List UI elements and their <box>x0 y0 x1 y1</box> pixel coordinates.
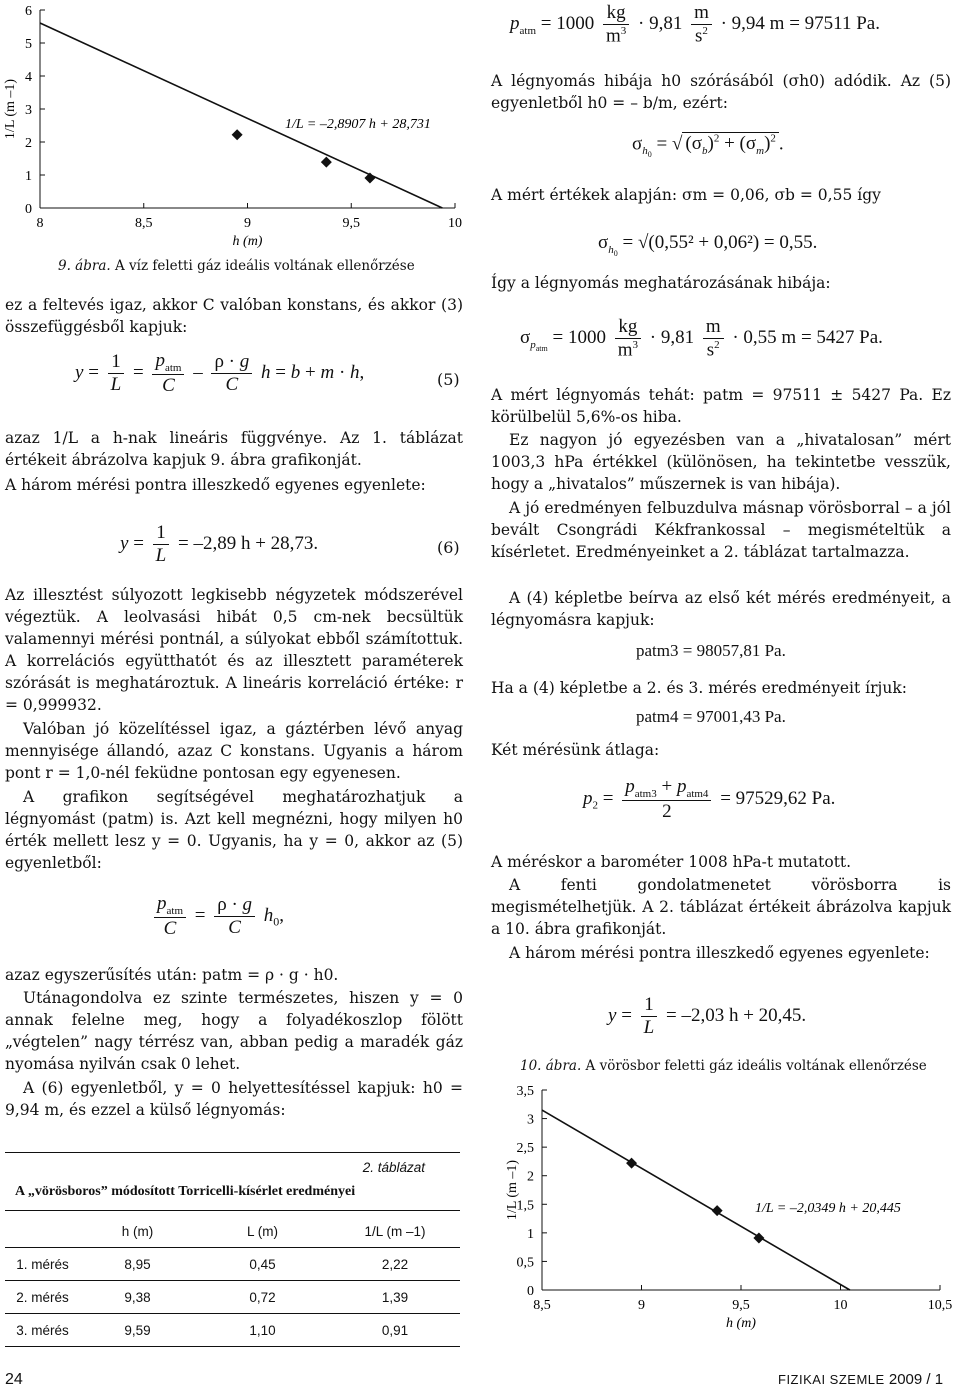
x-tick-label: 10,5 <box>927 1298 953 1313</box>
journal-name: FIZIKAI SZEMLE <box>778 1372 885 1387</box>
equation-5-number: (5) <box>437 370 460 389</box>
right-paragraph-8: Ha a (4) képletbe a 2. és 3. mérés eredményeit írjuk: <box>491 679 907 697</box>
figure-9-caption-text: A víz feletti gáz ideális voltának ellenőrzése <box>114 258 415 274</box>
figure-9-caption-number: 9. ábra. <box>58 258 111 274</box>
x-tick-label: 8,5 <box>135 216 153 231</box>
right-paragraph-4: A mért légnyomás tehát: patm = 97511 ± 5427 Pa. Ez körülbelül 5,6%-os hiba. <box>491 386 951 426</box>
figure-9-chart <box>0 0 470 280</box>
table-cell: 1,39 <box>381 1289 409 1305</box>
table-cell: 1. mérés <box>16 1256 69 1272</box>
fit-equation-annotation: 1/L = –2,8907 h + 28,731 <box>285 117 431 132</box>
y-tick-label: 5 <box>25 37 32 52</box>
y-tick-label: 3 <box>25 103 32 118</box>
equation-average: $p_2$ = $\frac{p_{atm3} + p_{atm4}}{2}$ = 97529,62 Pa. <box>583 776 836 822</box>
table-row <box>5 1248 460 1281</box>
right-paragraph-9: Két mérésünk átlaga: <box>491 741 660 759</box>
table-2-header-row <box>5 1215 460 1248</box>
y-axis-label: 1/L (m –1) <box>505 1159 520 1221</box>
x-tick-label: 9 <box>244 216 251 231</box>
y-tick-label: 0 <box>527 1284 534 1299</box>
right-paragraph-2: A mért értékek alapján: σm = 0,06, σb = 0,55 így <box>491 186 881 204</box>
table-2-rule <box>5 1210 460 1211</box>
table-cell: 1,10 <box>249 1322 276 1338</box>
equation-6: y = $\frac{1}{L}$ = –2,89 h + 28,73. <box>120 522 319 566</box>
table-cell: 0,72 <box>249 1289 276 1305</box>
y-tick-label: 2 <box>527 1169 534 1185</box>
fit-line <box>40 23 442 208</box>
equation-sigma-value: $\sigma_{h_0} = √(0,55^2 + 0,06^2) = 0,55$. <box>598 232 818 258</box>
right-paragraph-12: A három mérési pontra illeszkedő egyenes egyenlete: <box>509 944 930 962</box>
right-paragraph-1: A légnyomás hibája h0 szórásából (σh0) adódik. Az (5) egyenletből h0 = – b/m, ezért: <box>491 72 951 112</box>
table-cell: 9,59 <box>124 1322 151 1338</box>
left-paragraph-5: Valóban jó közelítéssel igaz, a gáztérben lévő anyag mennyisége állandó, azaz C konstans. Ugyanis a három pont r = 1,0-nél feküdne pontosan egy egyenesen. <box>5 720 463 782</box>
table-cell: 2. mérés <box>16 1289 69 1305</box>
y-tick-label: 3,5 <box>516 1084 534 1099</box>
y-axis-label: 1/L (m –1) <box>3 78 18 140</box>
table-header-cell <box>5 1215 80 1248</box>
left-paragraph-8: Utánagondolva ez szinte természetes, hiszen y = 0 annak felelne meg, hogy a folyadékoszlop fölött „végtelen” nagy térrész van, abban pedig a maradék gáz nyomása nyilván csak 0 lehet. <box>5 989 463 1073</box>
x-tick-label: 8,5 <box>533 1298 551 1313</box>
table-header-cell: 1/L (m –1) <box>364 1223 426 1239</box>
journal-footer <box>778 1371 943 1388</box>
x-tick-label: 10 <box>448 216 462 231</box>
page-number: 24 <box>5 1371 23 1388</box>
figure-9-caption <box>58 258 415 274</box>
table-header-cell: h (m) <box>121 1223 154 1239</box>
left-paragraph-9: A (6) egyenletből, y = 0 helyettesítéssel kapjuk: h0 = 9,94 m, és ezzel a külső légnyomás: <box>5 1079 463 1119</box>
equation-6-text: = –2,89 h + 28,73. <box>177 532 319 554</box>
x-axis-label: h (m) <box>726 1316 756 1331</box>
equation-patm3: patm3 = 98057,81 Pa. <box>636 641 786 660</box>
table-2-frame <box>5 1152 460 1153</box>
x-tick-label: 9,5 <box>732 1298 750 1313</box>
left-paragraph-3: A három mérési pontra illeszkedő egyenes egyenlete: <box>5 476 426 494</box>
table-2 <box>5 1215 460 1347</box>
x-tick-label: 9,5 <box>342 216 360 231</box>
left-paragraph-7: azaz egyszerűsítés után: patm = ρ · g · h0. <box>5 966 339 984</box>
left-paragraph-4: Az illesztést súlyozott legkisebb négyzetek módszerével végeztük. A leolvasási hibát 0,5 cm-nek becsültük valamennyi mérési pontnál, a súlyokat ebből számítottuk. A korrelációs együtthatót és az illesztett paraméterek szórását is meghatároztuk. A lineáris korreláció értéke: r = 0,999932. <box>5 586 463 714</box>
x-tick-label: 10 <box>833 1298 848 1313</box>
y-tick-label: 0 <box>25 202 32 217</box>
data-point <box>321 157 332 168</box>
equation-fit-10-text: = –2,03 h + 20,45. <box>665 1004 807 1026</box>
table-cell: 0,45 <box>249 1256 276 1272</box>
right-paragraph-10: A méréskor a barométer 1008 hPa-t mutatott. <box>491 853 852 871</box>
right-paragraph-3: Így a légnyomás meghatározásának hibája: <box>491 274 831 292</box>
y-tick-label: 1 <box>527 1226 534 1242</box>
y-tick-label: 1 <box>25 169 32 184</box>
right-paragraph-11: A fenti gondolatmenetet vörösborra is megismételhetjük. A 2. táblázat értékeit ábrázolva kapjuk a 10. ábra grafikonját. <box>491 876 951 938</box>
right-paragraph-5: Ez nagyon jó egyezésben van a „hivatalosan” mért 1003,3 hPa értékkel (különösen, ha tekintetbe vesszük, hogy a „hivatalos” műszernek is van hibája). <box>491 431 951 493</box>
y-tick-label: 1,5 <box>516 1198 534 1214</box>
left-paragraph-6: A grafikon segítségével meghatározhatjuk a légnyomást (patm) is. Azt kell megnézni, hogy milyen h0 érték mellett lesz y = 0. Ugyanis, ha y = 0, akkor az (5) egyenletből: <box>5 788 463 872</box>
table-cell: 3. mérés <box>16 1322 69 1338</box>
x-axis-label: h (m) <box>232 234 263 249</box>
y-tick-label: 0,5 <box>516 1255 534 1271</box>
equation-patm: $p_{atm} = 1000$ $\frac{kg}{m^3}$ · 9,81 $\frac{m}{s^2}$ · 9,94 m = 97511 Pa. <box>510 2 880 47</box>
left-paragraph-1: ez a feltevés igaz, akkor C valóban konstans, és akkor (3) összefüggésből kapjuk: <box>5 296 463 336</box>
equation-6-number: (6) <box>437 538 460 557</box>
figure-10-caption-text: A vörösbor feletti gáz ideális voltának ellenőrzése <box>585 1058 927 1074</box>
equation-sigma-value-text: = √(0,55² + 0,06²) = 0,55. <box>622 232 818 253</box>
table-2-title: A „vörösboros” módosított Torricelli-kísérlet eredményei <box>15 1184 356 1199</box>
equation-average-text: = 97529,62 Pa. <box>720 787 836 809</box>
table-header-cell: L (m) <box>247 1223 278 1239</box>
y-tick-label: 2,5 <box>516 1141 534 1157</box>
equation-sigma-h0: $\sigma_{h_0}$ = √ $(\sigma_b)^2 + (\sigma_m)^2$ . <box>632 133 784 160</box>
equation-patm4: patm4 = 97001,43 Pa. <box>636 707 786 726</box>
figure-10-chart <box>470 1070 960 1345</box>
x-tick-label: 9 <box>638 1298 645 1313</box>
right-paragraph-7: A (4) képletbe beírva az első két mérés eredményeit, a légnyomásra kapjuk: <box>491 589 951 629</box>
journal-issue: 2009 / 1 <box>888 1371 944 1388</box>
data-point <box>232 129 243 140</box>
equation-h0: $\frac{p_{atm}}{C}$ = $\frac{\rho \cdot g}{C}$ $h_0$, <box>150 893 284 940</box>
equation-5: y = $\frac{1}{L}$ = $\frac{p_{atm}}{C}$ – $\frac{\rho \cdot g}{C}$ h = b + m · h, <box>75 350 365 396</box>
data-point <box>364 172 375 183</box>
table-cell: 0,91 <box>381 1322 409 1338</box>
left-paragraph-2: azaz 1/L a h-nak lineáris függvénye. Az 1. táblázat értékeit ábrázolva kapjuk 9. ábra grafikonját. <box>5 429 463 469</box>
x-tick-label: 8 <box>36 216 44 231</box>
y-tick-label: 3 <box>527 1112 534 1128</box>
y-tick-label: 6 <box>25 4 32 19</box>
equation-fit-10: y = $\frac{1}{L}$ = –2,03 h + 20,45. <box>608 994 807 1038</box>
table-cell: 9,38 <box>124 1289 151 1305</box>
table-row <box>5 1314 460 1347</box>
fit-equation-annotation: 1/L = –2,0349 h + 20,445 <box>755 1201 901 1216</box>
y-tick-label: 2 <box>25 136 32 151</box>
right-paragraph-6: A jó eredményen felbuzdulva másnap vörösborral – a jól bevált Csongrádi Kékfrankossal – megismételtük a kísérletet. Eredményeinket a 2. táblázat tartalmazza. <box>491 499 951 561</box>
table-cell: 2,22 <box>381 1256 409 1272</box>
table-row <box>5 1281 460 1314</box>
equation-sigma-p: $\sigma_{p_{atm}} = 1000$ $\frac{kg}{m^3}$ · 9,81 $\frac{m}{s^2}$ · 0,55 m = 5427 Pa. <box>520 316 883 361</box>
table-2-label: 2. táblázat <box>362 1160 425 1175</box>
figure-10-caption-number: 10. ábra. <box>520 1058 582 1074</box>
table-cell: 8,95 <box>124 1256 151 1272</box>
y-tick-label: 4 <box>25 70 32 85</box>
